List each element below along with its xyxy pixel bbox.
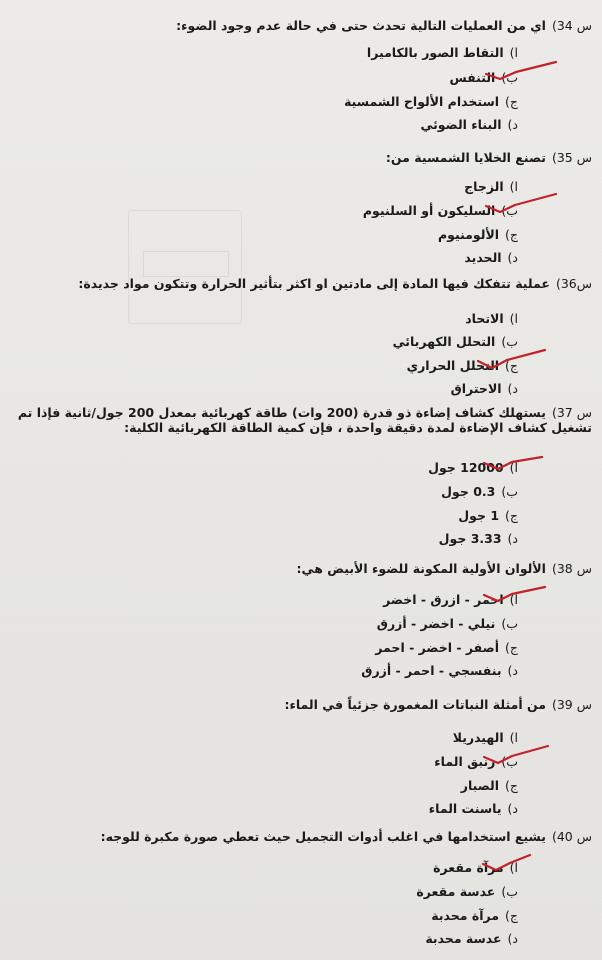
question-text: من أمثلة النباتات المغمورة جزئياً في الماء: [284, 697, 546, 712]
q40-option-d [218, 931, 518, 947]
option-text: البناء الضوئي [420, 117, 502, 132]
question-38-stem [8, 561, 592, 576]
option-text: الصبار [460, 778, 500, 793]
question-35-stem [8, 150, 592, 165]
option-letter: ج) [505, 640, 518, 655]
q38-option-a [218, 592, 518, 608]
question-number: س 40) [551, 829, 592, 844]
option-text: نيلي - اخضر - أزرق [376, 616, 496, 631]
option-text: التنفس [449, 70, 496, 85]
option-text: التقاط الصور بالكاميرا [366, 45, 504, 60]
option-letter: ا) [509, 45, 518, 60]
option-text: الاتحاد [465, 311, 504, 326]
q34-option-a [218, 45, 518, 61]
option-letter: ب) [501, 334, 518, 349]
option-text: عدسة محدبة [425, 931, 502, 946]
option-letter: ب) [501, 484, 518, 499]
option-letter: ج) [505, 227, 518, 242]
option-text: أصفر - اخضر - احمر [375, 640, 500, 655]
option-text: ياسنت الماء [428, 801, 502, 816]
option-text: 0.3 جول [441, 484, 496, 499]
option-letter: ا) [509, 311, 518, 326]
option-text: زنبق الماء [434, 754, 496, 769]
option-letter: ج) [505, 908, 518, 923]
question-text: اي من العمليات التالية تحدث حتى في حالة عدم وجود الضوء: [176, 18, 546, 33]
option-text: التحلل الكهربائي [392, 334, 496, 349]
q34-option-d [218, 117, 518, 133]
option-letter: ا) [509, 179, 518, 194]
option-letter: ا) [509, 592, 518, 607]
option-letter: ج) [505, 94, 518, 109]
q35-option-c [218, 227, 518, 243]
question-text: يشيع استخدامها في اغلب أدوات التجميل حيث تعطي صورة مكبرة للوجه: [100, 829, 546, 844]
question-36-stem [8, 276, 592, 291]
q35-option-b [218, 203, 518, 219]
option-text: الهيدريلا [452, 730, 504, 745]
option-text: الألومنيوم [437, 227, 500, 242]
option-letter: ب) [501, 616, 518, 631]
option-letter: د) [507, 117, 518, 132]
option-text: الزجاج [464, 179, 504, 194]
question-39-stem [8, 697, 592, 712]
option-text: مرآة مقعرة [433, 860, 504, 875]
option-text: التحلل الحراري [406, 358, 500, 373]
option-text: 1 جول [458, 508, 500, 523]
option-text: 12000 جول [428, 460, 504, 475]
option-text: الحديد [464, 250, 502, 265]
option-text: السليكون أو السلنيوم [362, 203, 496, 218]
question-text: يستهلك كشاف إضاءة ذو قدرة (200 وات) طاقة كهربائية بمعدل 200 جول/ثانية فإذا تم تشغيل كشاف الإضاءة لمدة دقيقة واحدة ، فإن كمية الطاقة الكهربائية الكلية: [17, 405, 592, 435]
question-number: س 38) [551, 561, 592, 576]
option-letter: ب) [501, 70, 518, 85]
option-letter: د) [507, 250, 518, 265]
q38-option-b [218, 616, 518, 632]
option-letter: ج) [505, 778, 518, 793]
q37-option-c [218, 508, 518, 524]
option-letter: د) [507, 801, 518, 816]
option-letter: ج) [505, 358, 518, 373]
option-letter: ا) [509, 460, 518, 475]
q37-option-d [218, 531, 518, 547]
q37-option-a [218, 460, 518, 476]
option-text: استخدام الألواح الشمسية [344, 94, 500, 109]
question-number: س 37) [551, 405, 592, 420]
q39-option-d [218, 801, 518, 817]
question-text: الألوان الأولية المكونة للضوء الأبيض هي: [296, 561, 546, 576]
option-letter: د) [507, 931, 518, 946]
option-letter: ج) [505, 508, 518, 523]
question-text: تصنع الخلايا الشمسية من: [385, 150, 546, 165]
q38-option-c [218, 640, 518, 656]
q39-option-a [218, 730, 518, 746]
option-letter: ب) [501, 203, 518, 218]
option-text: 3.33 جول [438, 531, 502, 546]
q40-option-c [218, 908, 518, 924]
option-letter: ا) [509, 860, 518, 875]
q34-option-b [218, 70, 518, 86]
option-text: بنفسجي - احمر - أزرق [361, 663, 502, 678]
q39-option-b [218, 754, 518, 770]
q36-option-a [218, 311, 518, 327]
q40-option-a [218, 860, 518, 876]
question-number: س 35) [551, 150, 592, 165]
question-34-stem [8, 18, 592, 33]
q34-option-c [218, 94, 518, 110]
q36-option-c [218, 358, 518, 374]
q38-option-d [218, 663, 518, 679]
option-letter: د) [507, 381, 518, 396]
question-text: عملية تتفكك فيها المادة إلى مادتين او اكثر بتأثير الحرارة وتتكون مواد جديدة: [78, 276, 550, 291]
q39-option-c [218, 778, 518, 794]
option-text: الاحتراق [450, 381, 502, 396]
q37-option-b [218, 484, 518, 500]
option-text: عدسة مقعرة [416, 884, 496, 899]
question-number: س 34) [551, 18, 592, 33]
option-letter: د) [507, 531, 518, 546]
question-37-stem [8, 405, 592, 435]
q35-option-d [218, 250, 518, 266]
option-text: مرآة محدبة [431, 908, 500, 923]
option-letter: ا) [509, 730, 518, 745]
question-40-stem [8, 829, 592, 844]
q36-option-b [218, 334, 518, 350]
q40-option-b [218, 884, 518, 900]
option-letter: ب) [501, 884, 518, 899]
option-text: احمر - ازرق - اخضر [383, 592, 504, 607]
option-letter: ب) [501, 754, 518, 769]
question-number: س 39) [551, 697, 592, 712]
q35-option-a [218, 179, 518, 195]
q36-option-d [218, 381, 518, 397]
question-number: س36) [555, 276, 592, 291]
option-letter: د) [507, 663, 518, 678]
